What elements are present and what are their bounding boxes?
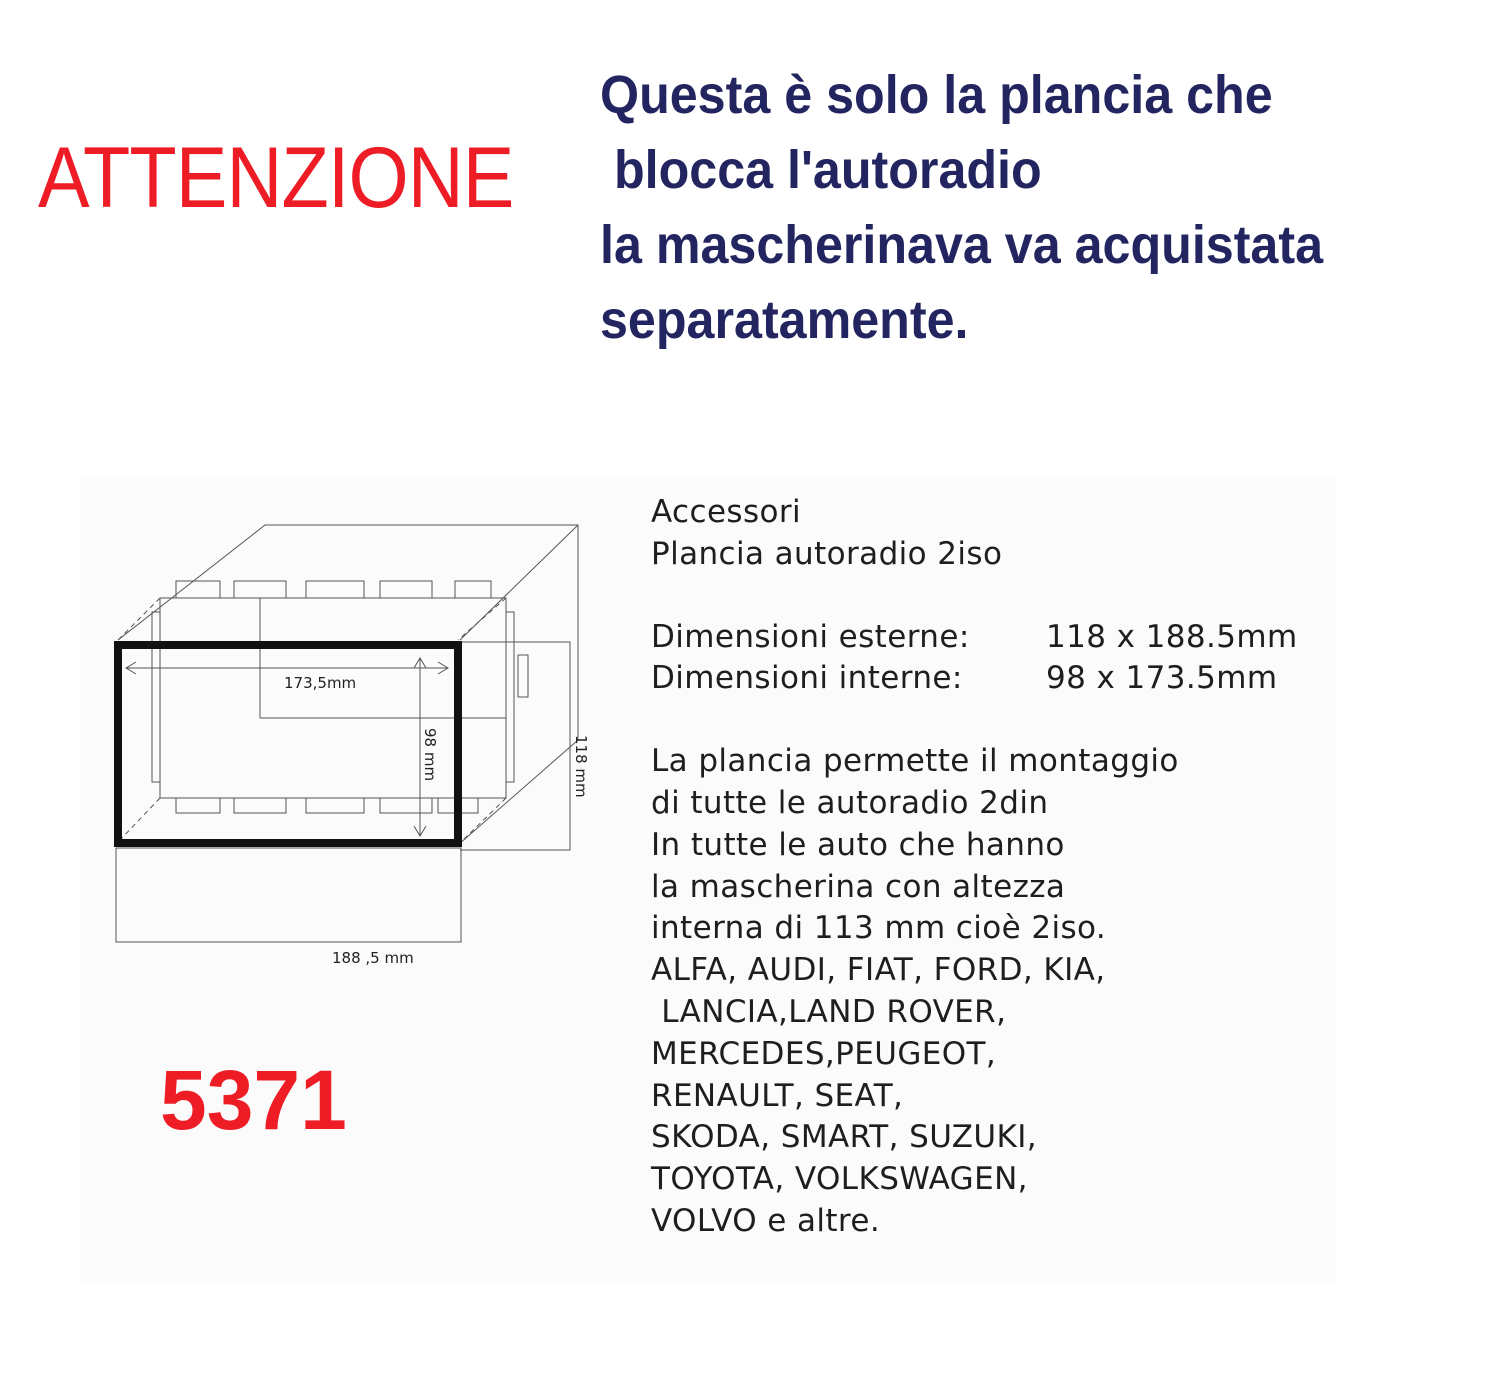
spec-brand-line: TOYOTA, VOLKSWAGEN, [651,1161,1028,1198]
spec-dim-label: Dimensioni interne: [651,660,963,697]
spec-description-line: interna di 113 mm cioè 2iso. [651,910,1107,947]
product-spec [651,492,1351,1243]
spec-product: Plancia autoradio 2iso [651,535,1003,572]
notice-line: blocca l'autoradio [600,140,1042,200]
spec-dim-value: 118 x 188.5mm [1046,618,1298,655]
spec-brand-line: SKODA, SMART, SUZUKI, [651,1119,1037,1156]
notice-line: Questa è solo la plancia che [600,65,1273,125]
warning-title: ATTENZIONE [38,130,514,226]
spec-category: Accessori [651,494,802,530]
spec-brand-line: RENAULT, SEAT, [651,1077,904,1114]
spec-brand-line: LANCIA,LAND ROVER, [651,993,1007,1030]
dim-outer-height: 118 mm [572,735,590,798]
spec-brand-line: MERCEDES,PEUGEOT, [651,1035,997,1072]
spec-brand-line: ALFA, AUDI, FIAT, FORD, KIA, [651,952,1106,989]
spec-description-line: la mascherina con altezza [651,868,1066,905]
spec-dim-row [651,658,1351,700]
dim-inner-height: 98 mm [421,728,439,782]
notice-text [600,58,1418,358]
product-code: 5371 [160,1053,347,1147]
notice-line: la mascherinava va acquistata [600,215,1324,275]
spec-description-line: di tutte le autoradio 2din [651,784,1049,821]
spec-dim-row [651,617,1351,659]
spec-description-line: In tutte le auto che hanno [651,826,1065,863]
spec-description-line: La plancia permette il montaggio [651,743,1179,780]
spec-brand-line: VOLVO e altre. [651,1202,881,1239]
dash-kit-drawing [80,476,600,976]
notice-line: separatamente. [600,290,969,350]
dim-outer-width: 188 ,5 mm [332,949,414,967]
spec-dim-value: 98 x 173.5mm [1046,660,1278,697]
dim-inner-width: 173,5mm [284,674,357,692]
spec-dim-label: Dimensioni esterne: [651,618,970,655]
